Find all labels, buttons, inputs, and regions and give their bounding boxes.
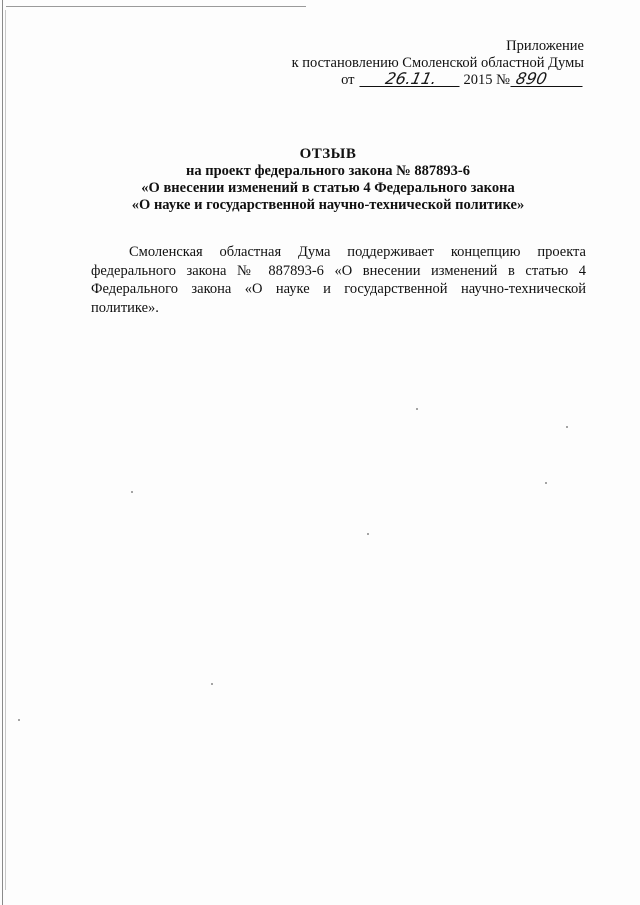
title-subject: на проект федерального закона № 887893-6 bbox=[186, 163, 470, 179]
year-and-number-label: 2015 № bbox=[463, 72, 510, 88]
scan-speck bbox=[416, 408, 418, 410]
appendix-label: Приложение bbox=[506, 38, 584, 54]
title-amendment: «О внесении изменений в статью 4 Федерального закона bbox=[141, 180, 515, 196]
document-title bbox=[60, 146, 596, 214]
title-main: ОТЗЫВ bbox=[299, 146, 357, 162]
scan-speck bbox=[566, 426, 568, 428]
handwritten-date: 26.11. bbox=[359, 72, 462, 87]
date-number-line bbox=[292, 69, 584, 89]
handwritten-number: 890 bbox=[510, 72, 585, 87]
scan-edge bbox=[2, 0, 3, 905]
scan-speck bbox=[18, 719, 20, 721]
scan-speck bbox=[211, 683, 213, 685]
date-prefix: от bbox=[341, 72, 355, 88]
resolution-reference: к постановлению Смоленской областной Думы bbox=[291, 55, 584, 71]
scan-speck bbox=[367, 533, 369, 535]
title-law-name: «О науке и государственной научно-технической политике» bbox=[131, 197, 525, 213]
scan-edge-inner bbox=[5, 10, 6, 890]
scan-top-line bbox=[6, 6, 306, 7]
appendix-header bbox=[292, 38, 584, 89]
scan-speck bbox=[545, 482, 547, 484]
scan-speck bbox=[131, 491, 133, 493]
body-paragraph: Смоленская областная Дума поддерживает концепцию проекта федерального закона № 887893-6 «О внесении изменений в статью 4 Федерального закона «О науке и государственной научно-технической политике». bbox=[91, 244, 586, 316]
